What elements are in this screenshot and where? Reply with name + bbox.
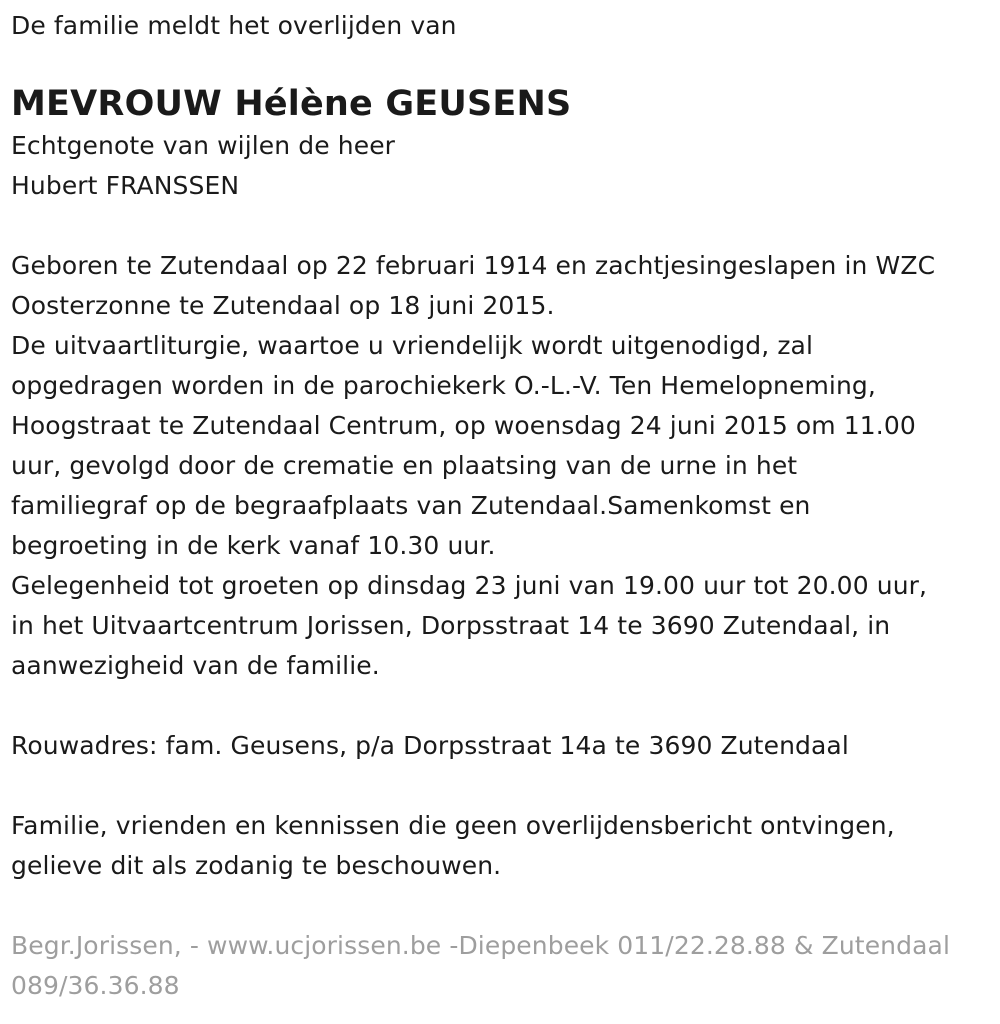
details-line: Oosterzonne te Zutendaal op 18 juni 2015. [11, 291, 555, 320]
spouse-name: Hubert FRANSSEN [11, 171, 240, 200]
spacer [11, 206, 991, 246]
closing-line: Familie, vrienden en kennissen die geen overlijdensbericht ontvingen, [11, 811, 895, 840]
funeral-home-footer [11, 926, 991, 1006]
deceased-name: MEVROUW Hélène GEUSENS [11, 84, 572, 124]
details-line: begroeting in de kerk vanaf 10.30 uur. [11, 531, 496, 560]
mourning-address: Rouwadres: fam. Geusens, p/a Dorpsstraat 14a te 3690 Zutendaal [11, 731, 849, 760]
details-paragraph [11, 246, 991, 686]
spacer [11, 686, 991, 726]
details-line: Geboren te Zutendaal op 22 februari 1914 en zachtjesingeslapen in WZC [11, 251, 936, 280]
spacer [11, 886, 991, 926]
footer-line: 089/36.36.88 [11, 971, 180, 1000]
intro-line: De familie meldt het overlijden van [11, 11, 457, 40]
closing-line: gelieve dit als zodanig te beschouwen. [11, 851, 502, 880]
details-line: opgedragen worden in de parochiekerk O.-L.-V. Ten Hemelopneming, [11, 371, 876, 400]
details-line: in het Uitvaartcentrum Jorissen, Dorpsstraat 14 te 3690 Zutendaal, in [11, 611, 891, 640]
spacer [11, 766, 991, 806]
details-line: De uitvaartliturgie, waartoe u vriendelijk wordt uitgenodigd, zal [11, 331, 814, 360]
details-line: familiegraf op de begraafplaats van Zutendaal.Samenkomst en [11, 491, 811, 520]
details-line: Gelegenheid tot groeten op dinsdag 23 juni van 19.00 uur tot 20.00 uur, [11, 571, 928, 600]
footer-line: Begr.Jorissen, - www.ucjorissen.be -Diepenbeek 011/22.28.88 & Zutendaal [11, 931, 950, 960]
death-notice [11, 0, 991, 1006]
details-line: aanwezigheid van de familie. [11, 651, 380, 680]
details-line: Hoogstraat te Zutendaal Centrum, op woensdag 24 juni 2015 om 11.00 [11, 411, 916, 440]
closing-paragraph [11, 806, 991, 886]
spouse-line: Echtgenote van wijlen de heer [11, 131, 396, 160]
details-line: uur, gevolgd door de crematie en plaatsing van de urne in het [11, 451, 798, 480]
